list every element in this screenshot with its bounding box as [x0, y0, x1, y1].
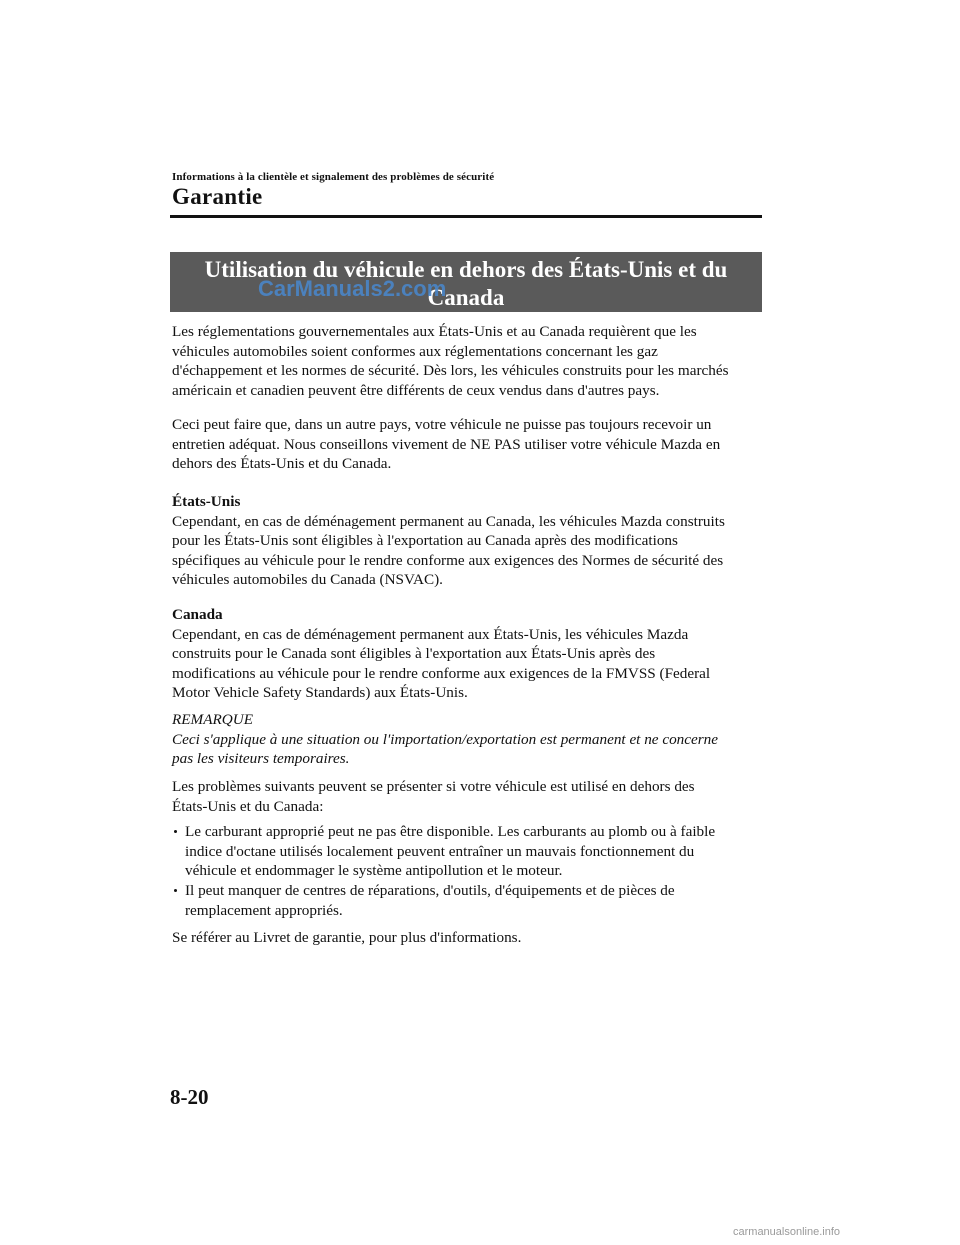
section-title-line1: Utilisation du véhicule en dehors des États-Unis et du: [204, 257, 728, 282]
section-usa: [172, 492, 764, 590]
section-canada: [172, 605, 764, 703]
paragraph-intro: [172, 322, 764, 400]
text-line: d'échappement et les normes de sécurité. Dès lors, les véhicules construits pour les marchés: [172, 362, 729, 379]
paragraph-advice: [172, 415, 764, 474]
text-line: dehors des États-Unis et du Canada.: [172, 455, 392, 472]
canada-heading: Canada: [172, 606, 223, 623]
bullet-dot-icon: [174, 889, 177, 892]
text-line: américain et canadien peuvent être différents de ceux vendus dans d'autres pays.: [172, 381, 660, 399]
text-line: Ceci peut faire que, dans un autre pays, votre véhicule ne puisse pas toujours recevoir un: [172, 416, 712, 433]
section-title-line2: Canada: [427, 285, 505, 310]
usa-heading: États-Unis: [172, 493, 241, 510]
note-heading: REMARQUE: [172, 711, 253, 728]
text-line: indice d'octane utilisés localement peuvent entraîner un mauvais fonctionnement du: [185, 842, 695, 860]
text-line: Motor Vehicle Safety Standards) aux États-Unis.: [172, 684, 468, 701]
bullet-dot-icon: [174, 830, 177, 833]
footer-site-link[interactable]: carmanualsonline.info: [733, 1226, 841, 1238]
text-line: véhicules automobiles du Canada (NSVAC).: [172, 571, 443, 588]
text-line: remplacement appropriés.: [185, 901, 343, 919]
text-line: Cependant, en cas de déménagement permanent au Canada, les véhicules Mazda construits: [172, 512, 725, 530]
paragraph-closing: [172, 928, 764, 948]
text-line: États-Unis et du Canada:: [172, 797, 324, 815]
chapter-title: Garantie: [172, 184, 263, 209]
page-number: 8-20: [170, 1085, 209, 1109]
text-line: pour les États-Unis sont éligibles à l'exportation au Canada après des modifications: [172, 532, 678, 549]
text-line: modifications au véhicule pour le rendre conforme aux exigences de la FMVSS (Federal: [172, 664, 711, 682]
text-line: Le carburant approprié peut ne pas être disponible. Les carburants au plomb ou à faible: [185, 823, 716, 840]
paragraph-problems: [172, 777, 764, 816]
text-line: Il peut manquer de centres de réparations, d'outils, d'équipements et de pièces de: [185, 882, 675, 899]
text-line: Les problèmes suivants peuvent se présenter si votre véhicule est utilisé en dehors des: [172, 778, 695, 795]
text-line: construits pour le Canada sont éligibles à l'exportation aux États-Unis après des: [172, 645, 656, 662]
list-item: [172, 822, 764, 881]
breadcrumb: Informations à la clientèle et signalement des problèmes de sécurité: [172, 171, 495, 183]
text-line: spécifiques au véhicule pour le rendre conforme aux exigences des Normes de sécurité des: [172, 551, 724, 569]
title-divider: [170, 215, 762, 218]
text-line: pas les visiteurs temporaires.: [172, 750, 350, 767]
text-line: entretien adéquat. Nous conseillons vivement de NE PAS utiliser votre véhicule Mazda en: [172, 435, 721, 453]
note-block: [172, 710, 764, 769]
text-line: Cependant, en cas de déménagement permanent aux États-Unis, les véhicules Mazda: [172, 625, 689, 643]
text-line: véhicules automobiles soient conformes aux réglementations concernant les gaz: [172, 342, 658, 360]
text-line: Se référer au Livret de garantie, pour plus d'informations.: [172, 929, 522, 946]
text-line: Ceci s'applique à une situation ou l'importation/exportation est permanent et ne concerne: [172, 730, 718, 748]
text-line: véhicule et endommager le système antipollution et le moteur.: [185, 862, 563, 879]
watermark-logo: CarManuals2.com: [258, 276, 447, 301]
text-line: Les réglementations gouvernementales aux États-Unis et au Canada requièrent que les: [172, 323, 697, 340]
list-item: [172, 881, 764, 920]
